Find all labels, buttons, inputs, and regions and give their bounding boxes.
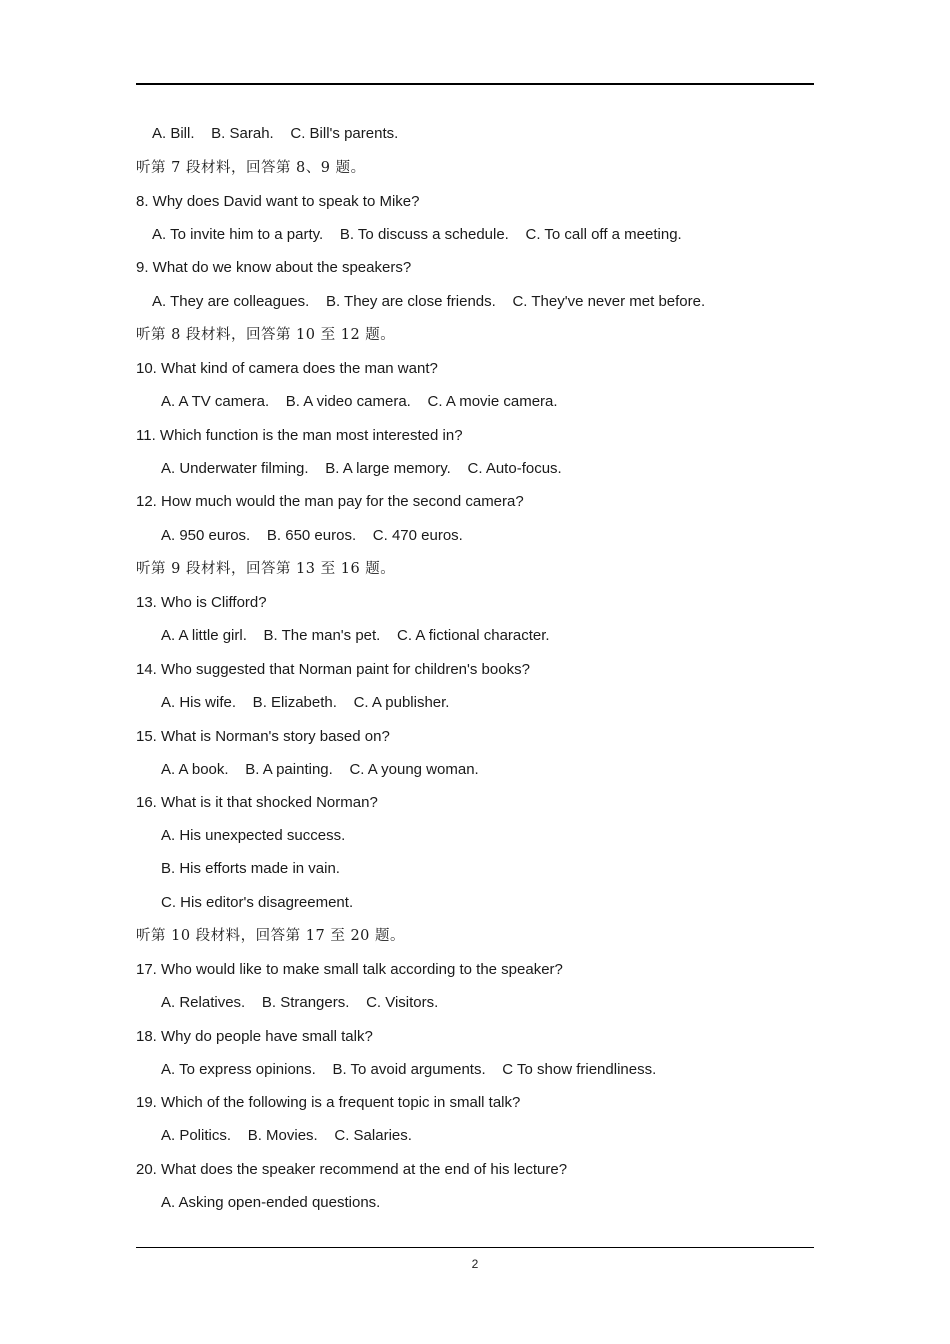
question-14: 14. Who suggested that Norman paint for children's books? (136, 661, 530, 678)
question-17: 17. Who would like to make small talk according to the speaker? (136, 961, 563, 978)
q13-options: A. A little girl. B. The man's pet. C. A fictional character. (161, 627, 550, 644)
q17-options: A. Relatives. B. Strangers. C. Visitors. (161, 994, 439, 1011)
question-16: 16. What is it that shocked Norman? (136, 794, 378, 811)
page-number: 2 (471, 1257, 479, 1271)
question-11: 11. Which function is the man most interested in? (136, 427, 463, 444)
question-13: 13. Who is Clifford? (136, 594, 267, 611)
q16-option-c: C. His editor's disagreement. (161, 894, 354, 911)
q19-options: A. Politics. B. Movies. C. Salaries. (161, 1127, 412, 1144)
footer-rule (136, 1247, 814, 1248)
question-20: 20. What does the speaker recommend at the end of his lecture? (136, 1161, 568, 1178)
question-19: 19. Which of the following is a frequent topic in small talk? (136, 1094, 521, 1111)
section-heading-8: 听第 8 段材料，回答第 10 至 12 题。 (136, 327, 396, 343)
q18-options: A. To express opinions. B. To avoid arguments. C To show friendliness. (161, 1061, 657, 1078)
question-15: 15. What is Norman's story based on? (136, 728, 390, 745)
section-heading-9: 听第 9 段材料，回答第 13 至 16 题。 (136, 561, 396, 577)
q12-options: A. 950 euros. B. 650 euros. C. 470 euros. (161, 527, 463, 544)
q9-options: A. They are colleagues. B. They are close friends. C. They've never met before. (152, 293, 706, 310)
question-18: 18. Why do people have small talk? (136, 1028, 373, 1045)
q8-options: A. To invite him to a party. B. To discuss a schedule. C. To call off a meeting. (152, 226, 682, 243)
section-heading-7: 听第 7 段材料，回答第 8、9 题。 (136, 160, 366, 176)
q15-options: A. A book. B. A painting. C. A young woman. (161, 761, 479, 778)
q11-options: A. Underwater filming. B. A large memory. C. Auto-focus. (161, 460, 562, 477)
section-heading-10: 听第 10 段材料，回答第 17 至 20 题。 (136, 928, 406, 944)
question-8: 8. Why does David want to speak to Mike? (136, 193, 420, 210)
question-9: 9. What do we know about the speakers? (136, 259, 412, 276)
q20-option-a: A. Asking open-ended questions. (161, 1194, 381, 1211)
question-10: 10. What kind of camera does the man want? (136, 360, 438, 377)
q10-options: A. A TV camera. B. A video camera. C. A movie camera. (161, 393, 558, 410)
header-rule (136, 83, 814, 85)
q16-option-b: B. His efforts made in vain. (161, 860, 340, 877)
q16-option-a: A. His unexpected success. (161, 827, 346, 844)
q7-options: A. Bill. B. Sarah. C. Bill's parents. (152, 125, 399, 142)
q14-options: A. His wife. B. Elizabeth. C. A publisher. (161, 694, 450, 711)
question-12: 12. How much would the man pay for the second camera? (136, 493, 524, 510)
